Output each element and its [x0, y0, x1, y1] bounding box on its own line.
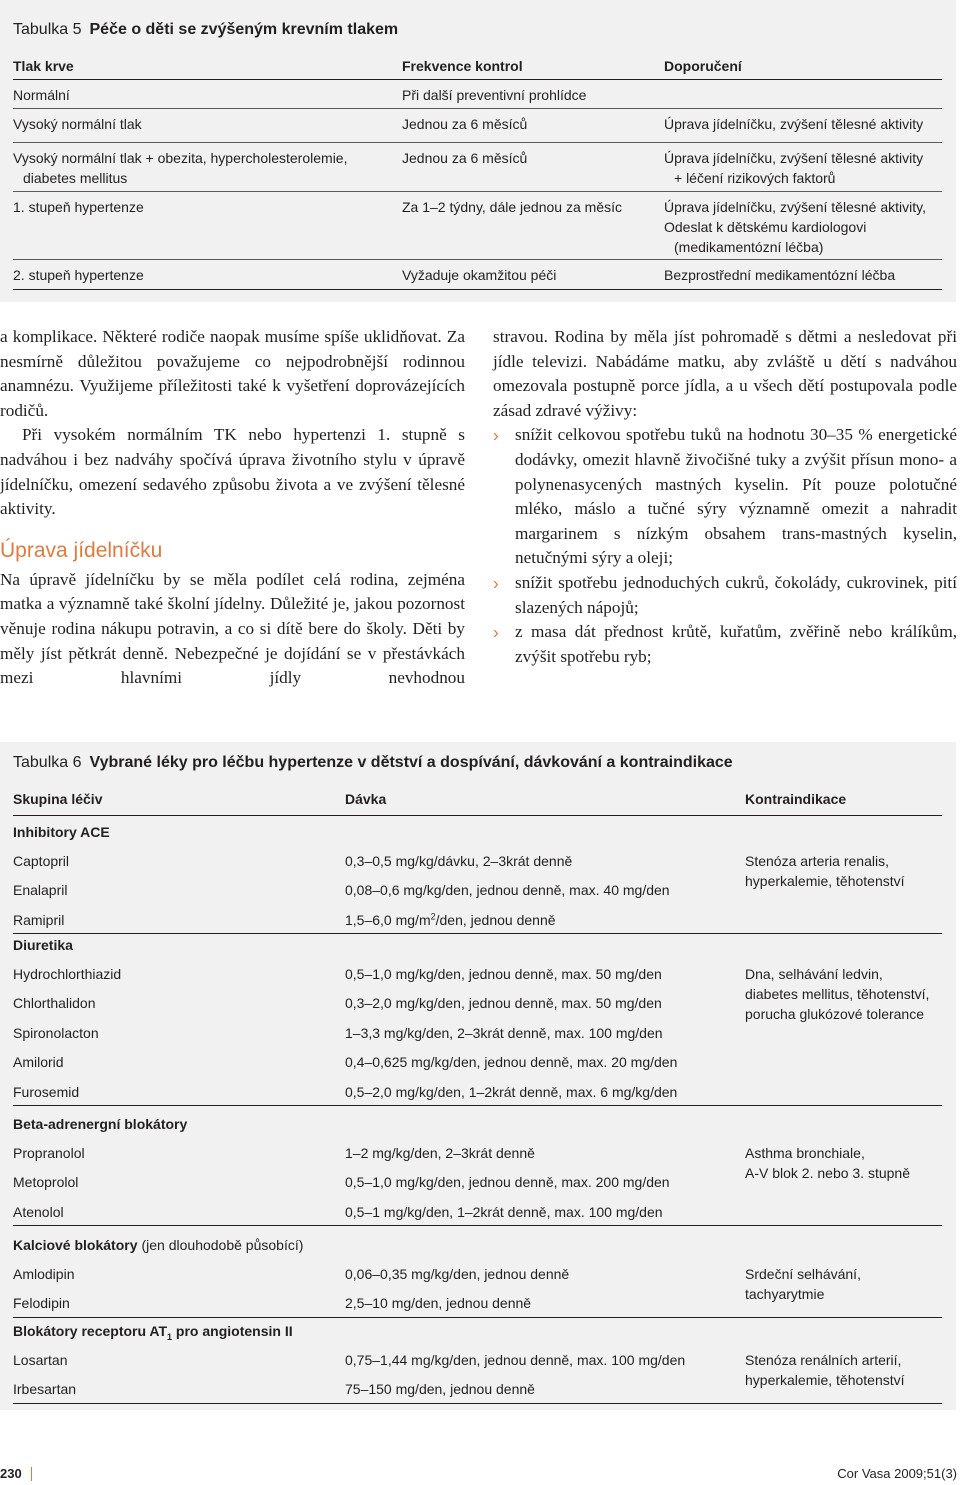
cell-bp [13, 148, 347, 188]
table-5-title: Péče o děti se zvýšeným krevním tlakem [89, 21, 399, 38]
contraindication-line: tachyarytmie [745, 1286, 825, 1302]
dose-text: 0,3–0,5 mg/kg/dávku, 2–3krát denně [345, 853, 573, 869]
drug-dose [345, 1172, 670, 1192]
table-row [13, 905, 942, 934]
cell-line: Úprava jídelníčku, zvýšení tělesné aktivity, [664, 199, 926, 215]
left-paragraph-2: Při vysokém normálním TK nebo hypertenzi 1. stupně s nadváhou i bez nadváhy spočívá úprava životního stylu v úpravě jídelníčku, omezení sedavého způsobu života a ve zvýšení tělesné aktivity. [0, 425, 465, 519]
cell-line: Jednou za 6 měsíců [402, 150, 528, 166]
cell-line: Za 1–2 týdny, dále jednou za měsíc [402, 199, 622, 215]
dose-superscript: 2 [430, 911, 436, 922]
left-paragraph-3: Na úpravě jídelníčku by se měla podílet celá rodina, zejména matka a významně také školní jídelny. Důležité je, jakou pozornost věnuje rodina nákupu potravin, a co si dítě bere do školy. Děti by měly jíst pětkrát denně. Nebezpečné je dojídání se v přestávkách mezi hlavními jídly nevhodnou [0, 569, 465, 688]
bullet-chevron-icon: › [493, 622, 499, 643]
drug-name: Amilorid [13, 1054, 64, 1071]
table-row [13, 260, 942, 290]
dose-text: 0,3–2,0 mg/kg/den, jednou denně, max. 50 mg/den [345, 995, 662, 1012]
contraindication-line: Asthma bronchiale, [745, 1145, 865, 1161]
contraindication-line: Stenóza arteria renalis, [745, 853, 889, 869]
drug-name: Metoprolol [13, 1174, 79, 1191]
table-5-header-row [13, 56, 942, 80]
section-heading: Úprava jídelníčku [0, 538, 163, 562]
dose-text: 0,06–0,35 mg/kg/den, jednou denně [345, 1266, 570, 1282]
bullet-item [493, 571, 957, 620]
column-header-recommendation: Doporučení [664, 58, 742, 74]
bullet-text: snížit celkovou spotřebu tuků na hodnotu 30–35 % energetické dodávky, omezit hlavně živočišné tuky a zvýšit přísun mono- a polynenasycených mastných kyselin. Pít pouze polotučné mléko, máslo a tučné sýry významně omezit a nahradit margarinem s nízkým obsahem trans-mastných kyselin, netučnými sýry a oleji; [515, 425, 957, 568]
column-header-frequency: Frekvence kontrol [402, 58, 523, 74]
dose-text: 0,4–0,625 mg/kg/den, jednou denně, max. 20 mg/den [345, 1054, 678, 1071]
bullet-chevron-icon: › [493, 425, 499, 446]
cell-rec [664, 148, 923, 188]
cell-line: + léčení rizikových faktorů [674, 170, 836, 186]
drug-dose [345, 910, 556, 930]
drug-dose [345, 1082, 677, 1102]
bullet-item [493, 423, 957, 571]
cell-line: Úprava jídelníčku, zvýšení tělesné aktivity [664, 150, 924, 166]
drug-dose [345, 880, 670, 900]
table-6-title: Vybrané léky pro léčbu hypertenze v dětství a dospívání, dávkování a kontraindikace [89, 754, 733, 771]
dose-text: 0,5–1,0 mg/kg/den, jednou denně, max. 50 mg/den [345, 966, 662, 982]
drug-dose [345, 1379, 535, 1399]
right-column [493, 325, 957, 669]
cell-bp [13, 85, 70, 105]
contraindications [745, 851, 905, 891]
drug-name: Captopril [13, 853, 70, 869]
drug-name: Furosemid [13, 1083, 80, 1100]
left-column [0, 325, 465, 691]
drug-name: Enalapril [13, 882, 68, 899]
contraindication-line: hyperkalemie, těhotenství [745, 873, 905, 889]
group-name-subscript: 1 [167, 1331, 173, 1342]
drug-name: Chlorthalidon [13, 995, 96, 1012]
table-6 [0, 742, 956, 1410]
footer-divider [31, 1467, 32, 1481]
drug-name: Spironolacton [13, 1024, 99, 1041]
cell-line: Normální [13, 87, 70, 103]
drug-dose [345, 1202, 663, 1222]
drug-name: Amlodipin [13, 1266, 75, 1282]
cell-line: 1. stupeň hypertenze [13, 199, 144, 215]
cell-line: Vysoký normální tlak + obezita, hypercholesterolemie, [13, 150, 348, 166]
cell-line: Bezprostřední medikamentózní léčba [664, 267, 896, 283]
contraindication-line: Dna, selhávání ledvin, [745, 966, 883, 982]
cell-rec [664, 265, 895, 285]
group-name: Kalciové blokátory [13, 1237, 138, 1253]
cell-freq [402, 148, 527, 168]
drug-dose [345, 993, 662, 1013]
dose-text: 0,5–1,0 mg/kg/den, jednou denně, max. 200 mg/den [345, 1174, 670, 1191]
drug-dose [345, 1143, 535, 1163]
dose-text: 0,08–0,6 mg/kg/den, jednou denně, max. 40 mg/den [345, 882, 670, 899]
cell-bp [13, 265, 144, 285]
drug-name: Hydrochlorthiazid [13, 966, 122, 982]
contraindications [745, 1143, 910, 1183]
table-6-header-row [13, 789, 942, 816]
cell-line: Jednou za 6 měsíců [402, 116, 528, 132]
column-header-group: Skupina léčiv [13, 791, 103, 807]
table-5-label: Tabulka 5 [13, 21, 82, 38]
contraindications [745, 1264, 861, 1304]
table-row [13, 1077, 942, 1106]
dose-text: 2,5–10 mg/den, jednou denně [345, 1295, 532, 1312]
table-6-label: Tabulka 6 [13, 754, 82, 771]
drug-dose [345, 1023, 663, 1043]
drug-name: Propranolol [13, 1145, 85, 1161]
dose-text: 1,5–6,0 mg/m [345, 911, 431, 928]
contraindications [745, 964, 929, 1024]
drug-dose [345, 964, 662, 984]
group-name: Beta-adrenergní blokátory [13, 1116, 188, 1132]
group-name: Inhibitory ACE [13, 824, 110, 840]
drug-dose [345, 1264, 569, 1284]
left-paragraph-1: a komplikace. Některé rodiče naopak musíme spíše uklidňovat. Za nesmírně důležitou považujeme co nejpodrobnější rodinnou anamnézu. Využijeme příležitosti také k vyšetření doprovázejících rodičů. [0, 327, 465, 420]
cell-line: Odeslat k dětskému kardiologovi [664, 219, 867, 235]
bullet-item [493, 620, 957, 669]
table-row [13, 143, 942, 192]
cell-freq [402, 265, 556, 285]
dose-text: 75–150 mg/den, jednou denně [345, 1381, 535, 1398]
bullet-chevron-icon: › [493, 572, 499, 593]
drug-group-heading [13, 935, 73, 955]
contraindication-line: Srdeční selhávání, [745, 1266, 861, 1282]
column-header-bp: Tlak krve [13, 58, 74, 74]
table-6-caption [13, 754, 733, 772]
drug-group-heading [13, 822, 110, 842]
drug-name: Atenolol [13, 1203, 64, 1220]
contraindications [745, 1350, 905, 1390]
drug-dose [345, 851, 572, 871]
table-row [13, 1197, 942, 1226]
contraindication-line: diabetes mellitus, těhotenství, [745, 986, 930, 1002]
group-name: Blokátory receptoru AT [13, 1323, 168, 1339]
dose-text: 0,5–2,0 mg/kg/den, 1–2krát denně, max. 6 mg/kg/den [345, 1083, 678, 1100]
dose-text: 1–2 mg/kg/den, 2–3krát denně [345, 1145, 535, 1161]
table-5-caption [13, 21, 398, 39]
bullet-text: snížit spotřebu jednoduchých cukrů, čokolády, cukrovinek, pití slazených nápojů; [515, 572, 957, 617]
contraindication-line: porucha glukózové tolerance [745, 1006, 925, 1022]
cell-freq [402, 114, 527, 134]
contraindication-line: hyperkalemie, těhotenství [745, 1372, 905, 1388]
drug-dose [345, 1350, 685, 1370]
cell-freq [402, 197, 622, 217]
right-paragraph-1: stravou. Rodina by měla jíst pohromadě s dětmi a nesledovat při jídle televizi. Nabádáme matku, aby zvláště u dětí s nadváhou omezovala postupně porce jídla, a u všech dětí postupovala podle zásad zdravé výživy: [493, 327, 957, 420]
table-row [13, 80, 942, 109]
contraindication-line: Stenóza renálních arterií, [745, 1352, 902, 1368]
group-note: (jen dlouhodobě působící) [141, 1237, 304, 1253]
drug-dose [345, 1293, 531, 1313]
drug-name: Felodipin [13, 1295, 70, 1312]
column-header-dose: Dávka [345, 791, 387, 807]
drug-group-heading [13, 1114, 187, 1134]
table-row [13, 109, 942, 143]
cell-rec [664, 197, 926, 257]
cell-line: (medikamentózní léčba) [674, 239, 824, 255]
diet-bullet-list [493, 423, 957, 669]
drug-group-heading [13, 1235, 303, 1255]
drug-dose [345, 1052, 677, 1072]
dose-text: 1–3,3 mg/kg/den, 2–3krát denně, max. 100 mg/den [345, 1024, 663, 1041]
dose-text-suffix: /den, jednou denně [435, 911, 556, 928]
contraindication-line: A-V blok 2. nebo 3. stupně [745, 1165, 910, 1181]
journal-citation: Cor Vasa 2009;51(3) [837, 1466, 957, 1481]
drug-name: Ramipril [13, 911, 65, 928]
dose-text: 0,75–1,44 mg/kg/den, jednou denně, max. 100 mg/den [345, 1352, 686, 1368]
cell-line: diabetes mellitus [23, 170, 128, 186]
cell-line: Při další preventivní prohlídce [402, 87, 587, 103]
table-row [13, 1047, 942, 1076]
drug-name: Losartan [13, 1352, 68, 1368]
cell-line: Vyžaduje okamžitou péči [402, 267, 557, 283]
cell-freq [402, 85, 586, 105]
bullet-text: z masa dát přednost krůtě, kuřatům, zvěřině nebo králíkům, zvýšit spotřebu ryb; [515, 622, 957, 666]
drug-name: Irbesartan [13, 1381, 77, 1398]
group-name: Diuretika [13, 937, 73, 953]
group-name-suffix: pro angiotensin II [172, 1323, 293, 1339]
cell-line: 2. stupeň hypertenze [13, 267, 144, 283]
cell-rec [664, 114, 923, 134]
dose-text: 0,5–1 mg/kg/den, 1–2krát denně, max. 100 mg/den [345, 1203, 663, 1220]
drug-group-heading [13, 1321, 293, 1341]
cell-bp [13, 197, 144, 217]
table-row [13, 192, 942, 260]
page-number: 230 [0, 1466, 22, 1481]
cell-bp [13, 114, 142, 134]
table-5 [0, 0, 956, 302]
column-header-contraindications: Kontraindikace [745, 791, 847, 807]
cell-line: Úprava jídelníčku, zvýšení tělesné aktivity [664, 116, 924, 132]
cell-line: Vysoký normální tlak [13, 116, 142, 132]
